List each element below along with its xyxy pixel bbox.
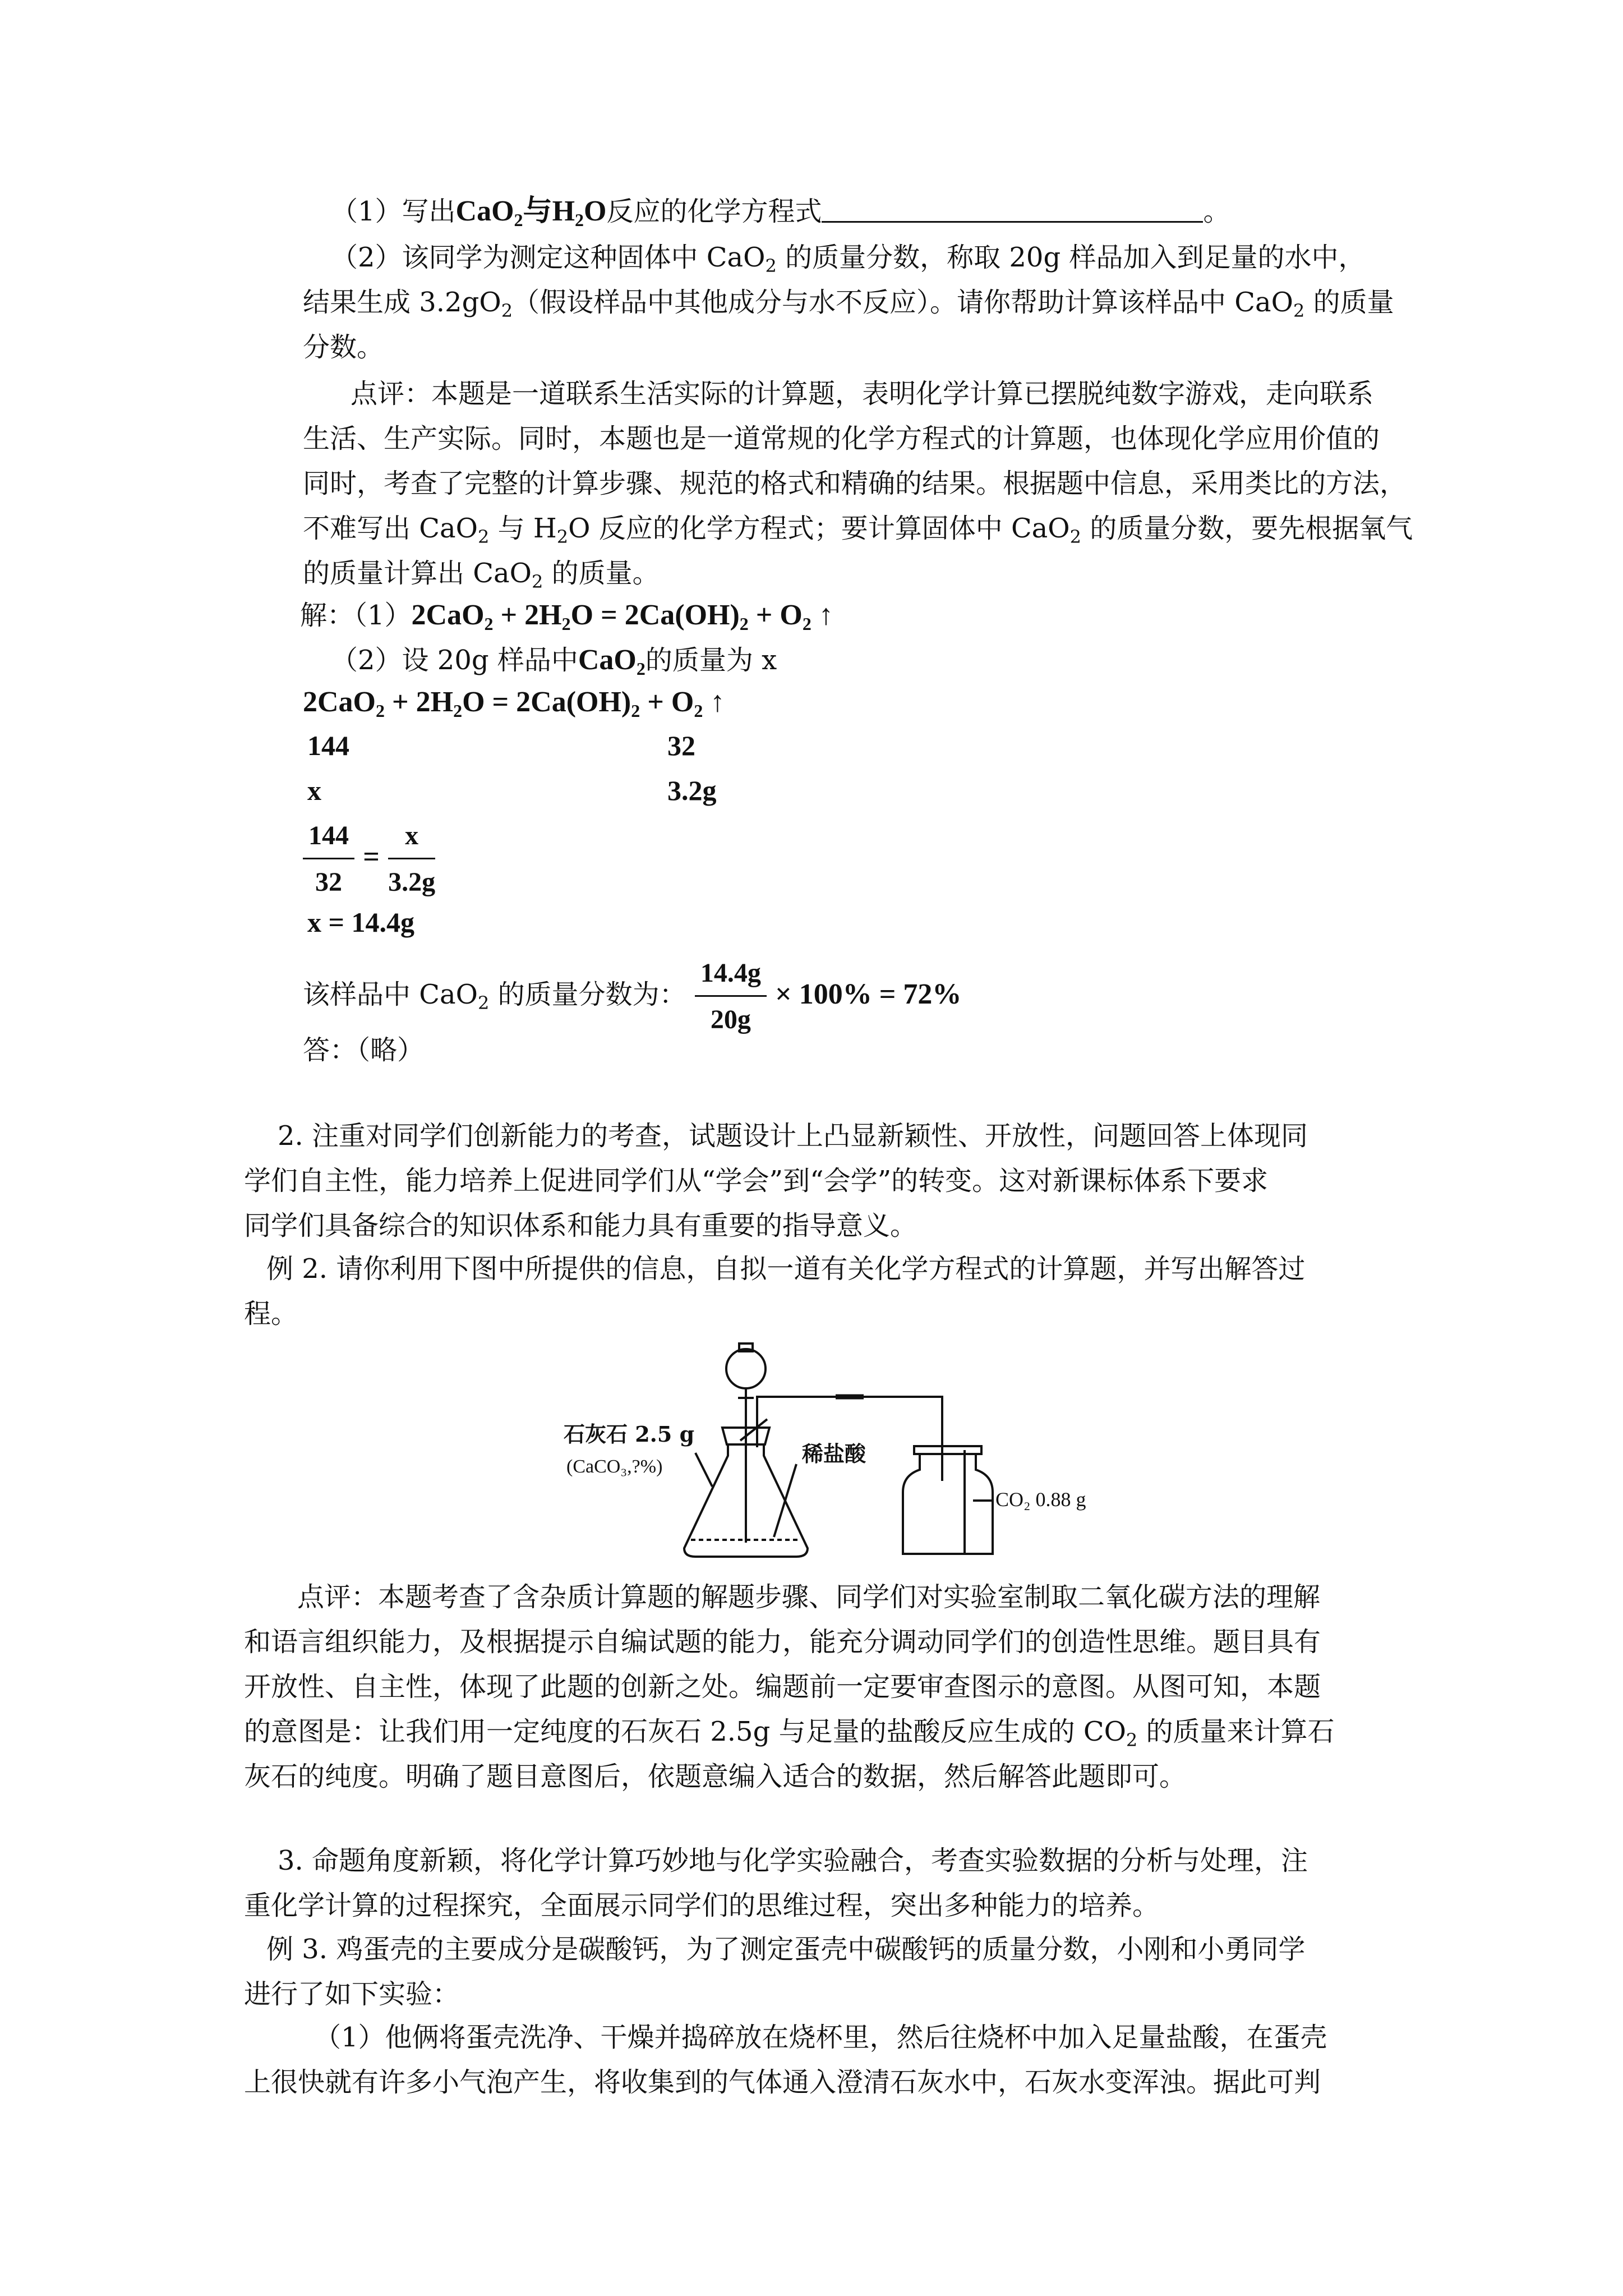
section-2-line1: 2. 注重对同学们创新能力的考查，试题设计上凸显新颖性、开放性，问题回答上体现同 xyxy=(278,1120,1308,1152)
acid-label: 稀盐酸 xyxy=(802,1441,866,1466)
review-2-line5: 灰石的纯度。明确了题目意图后，依题意编入适合的数据，然后解答此题即可。 xyxy=(244,1761,1187,1792)
apparatus-figure xyxy=(561,1335,1086,1565)
solution-part-2-setup: （2）设 20g 样品中CaO$_2$的质量为 x xyxy=(331,644,777,679)
percentage-result: 该样品中 CaO$_2$ 的质量分数为： $\frac{14.4g}{20g}$ × 100% = 72% xyxy=(303,954,1396,1039)
formula-cao2: CaO$_2$ xyxy=(578,644,645,679)
bottle-stopper xyxy=(914,1446,981,1454)
proportion: $\frac{144}{32}$ = $\frac{x}{3.2g}$ xyxy=(303,816,1396,902)
reaction-equation: $2CaO_2 + 2H_2O = 2Ca(OH)_2 + O_2$ ↑ xyxy=(411,599,833,634)
review-1-line4: 不难写出 CaO$_2$ 与 $H_2O$ 反应的化学方程式；要计算固体中 CaO$_2$ 的质量分数，要先根据氧气 xyxy=(303,513,1413,547)
review-1-line3: 同时，考查了完整的计算步骤、规范的格式和精确的结果。根据题中信息，采用类比的方法， xyxy=(303,468,1407,499)
review-1-line2: 生活、生产实际。同时，本题也是一道常规的化学方程式的计算题，也体现化学应用价值的 xyxy=(303,423,1380,454)
review-2-line3: 开放性、自主性，体现了此题的创新之处。编题前一定要审查图示的意图。从图可知，本题 xyxy=(244,1671,1321,1703)
formula-h2o: $H_2O$ xyxy=(552,195,607,230)
formula-cao2: CaO$_2$ xyxy=(455,195,523,230)
separatory-funnel-bulb xyxy=(726,1349,766,1388)
section-3-line2: 重化学计算的过程探究，全面展示同学们的思维过程，突出多种能力的培养。 xyxy=(244,1890,1160,1921)
question-part-1: （1）写出CaO$_2$与$H_2O$反应的化学方程式 。 xyxy=(331,195,1230,230)
fraction-left: $\frac{144}{32}$ xyxy=(303,816,354,902)
example-3-part1-line1: （1）他俩将蛋壳洗净、干燥并捣碎放在烧杯里，然后往烧杯中加入足量盐酸，在蛋壳 xyxy=(314,2022,1327,2053)
molar-mass-o2: 32 xyxy=(667,730,695,761)
co2-mass-label: CO₂ 0.88 g xyxy=(995,1488,1086,1511)
solution-part-1: 解：$(1)2CaO_2 + 2H_2O = 2Ca(OH)_2 + O_2$ ↑ xyxy=(300,599,833,634)
review-1-line1: 点评：本题是一道联系生活实际的计算题，表明化学计算已摆脱纯数字游戏，走向联系 xyxy=(351,378,1374,409)
question-part-2-line2: 结果生成 $3.2gO_2$（假设样品中其他成分与水不反应）。请你帮助计算该样品中 CaO$_2$ 的质量 xyxy=(303,287,1394,321)
fraction-percentage: $\frac{14.4g}{20g}$ xyxy=(695,954,767,1039)
section-3-line1: 3. 命题角度新颖，将化学计算巧妙地与化学实验融合，考查实验数据的分析与处理，注 xyxy=(278,1845,1308,1876)
limestone-label: 石灰石 2.5 g xyxy=(564,1421,695,1447)
molar-mass-cao2: 144 xyxy=(307,730,349,761)
example-2-line1: 例 2. 请你利用下图中所提供的信息，自拟一道有关化学方程式的计算题，并写出解答过 xyxy=(266,1253,1306,1285)
delivery-tube xyxy=(757,1397,942,1481)
section-2-line3: 同学们具备综合的知识体系和能力具有重要的指导意义。 xyxy=(244,1210,917,1241)
caco3-label: (CaCO₃,?%) xyxy=(566,1456,663,1477)
question-part-2-line1: （2）该同学为测定这种固体中 CaO$_2$ 的质量分数，称取 20g 样品加入到足量的水中， xyxy=(331,242,1366,277)
x-result: x = 14.4g xyxy=(307,907,414,938)
question-part-2-line3: 分数。 xyxy=(303,332,384,363)
mass-o2: 3.2g xyxy=(667,775,717,806)
review-2-line4: 的意图是：让我们用一定纯度的石灰石 2.5g 与足量的盐酸反应生成的 $CO_2$ 的质量来计算石 xyxy=(244,1716,1335,1751)
section-2-line2: 学们自主性，能力培养上促进同学们从“学会”到“会学”的转变。这对新课标体系下要求 xyxy=(244,1165,1269,1197)
answer-blank xyxy=(822,199,1203,223)
review-2-line1: 点评：本题考查了含杂质计算题的解题步骤、同学们对实验室制取二氧化碳方法的理解 xyxy=(297,1581,1321,1613)
example-3-line2: 进行了如下实验： xyxy=(244,1978,460,2010)
example-3-line1: 例 3. 鸡蛋壳的主要成分是碳酸钙，为了测定蛋壳中碳酸钙的质量分数，小刚和小勇同学 xyxy=(266,1934,1306,1965)
gas-collecting-bottle xyxy=(903,1453,993,1554)
fraction-right: $\frac{x}{3.2g}$ xyxy=(388,816,435,902)
reaction-equation-2: $2CaO_2 + 2H_2O = 2Ca(OH)_2 + O_2$ ↑ xyxy=(303,686,725,721)
review-2-line2: 和语言组织能力，及根据提示自编试题的能力，能充分调动同学们的创造性思维。题目具有 xyxy=(244,1626,1321,1658)
answer-omitted: 答：（略） xyxy=(303,1034,425,1066)
unknown-x: x xyxy=(307,775,321,806)
example-3-part1-line2: 上很快就有许多小气泡产生，将收集到的气体通入澄清石灰水中，石灰水变浑浊。据此可判 xyxy=(244,2067,1321,2098)
example-2-line2: 程。 xyxy=(244,1298,298,1329)
apparatus-drawing xyxy=(561,1335,1086,1565)
review-1-line5: 的质量计算出 CaO$_2$ 的质量。 xyxy=(303,558,660,592)
